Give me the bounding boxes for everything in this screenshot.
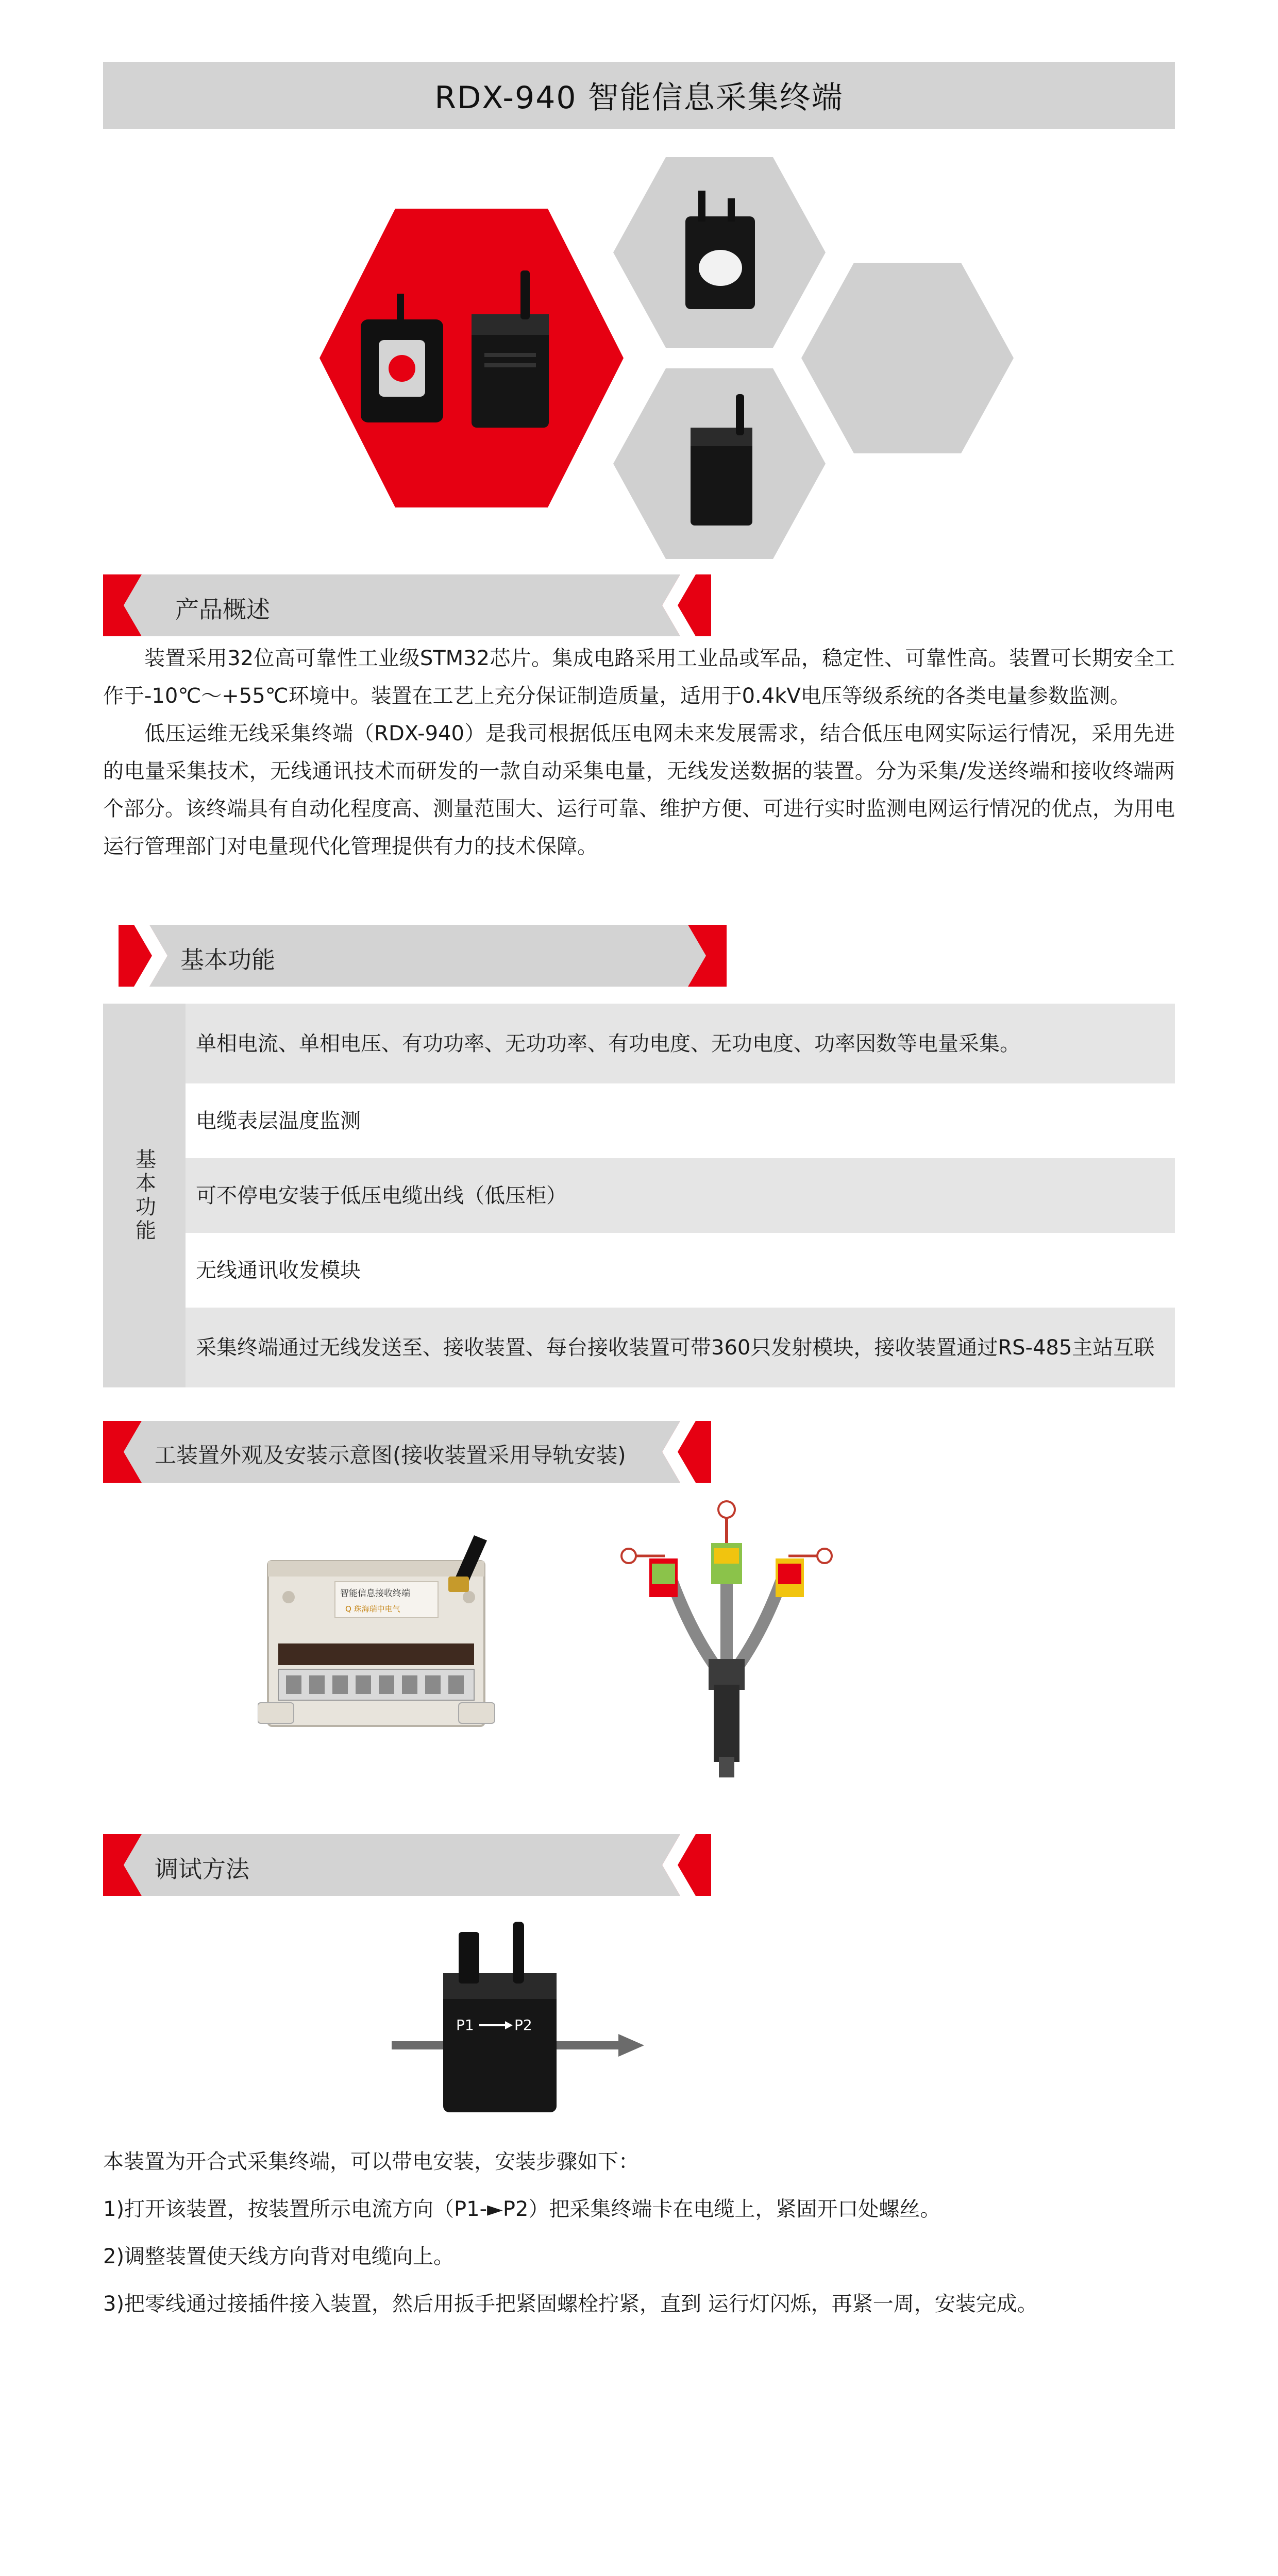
hero-product-hexagons	[320, 149, 1031, 567]
current-direction-arrow-icon	[618, 2034, 644, 2057]
overview-heading: 产品概述	[175, 596, 270, 623]
terminal-block-top	[278, 1643, 474, 1665]
install-step: 1)打开该装置，按装置所示电流方向（P1-►P2）把采集终端卡在电缆上，紧固开口处螺丝。	[103, 2197, 941, 2221]
sensor-red-icon	[649, 1558, 678, 1597]
functions-heading: 基本功能	[180, 946, 275, 974]
section-heading-debug	[103, 1834, 711, 1896]
function-row	[186, 1158, 1175, 1233]
overview-text	[103, 640, 1175, 866]
sensor-yellow-icon	[776, 1558, 804, 1597]
function-row	[186, 1308, 1175, 1387]
function-row-text: 电缆表层温度监测	[196, 1109, 361, 1133]
cable-installation-figure	[608, 1494, 845, 1783]
debug-device-figure	[381, 1917, 649, 2123]
overview-paragraph-1: 装置采用32位高可靠性工业级STM32芯片。集成电路采用工业品或军品，稳定性、可靠性高。装置可长期安全工作于-10℃～+55℃环境中。装置在工艺上充分保证制造质量，适用于0.4kV电压等级系统的各类电量参数监测。	[103, 647, 1175, 708]
functions-side-label: 基本功能	[132, 1148, 156, 1243]
function-row-text: 单相电流、单相电压、有功功率、无功功率、有功电度、无功电度、功率因数等电量采集。	[196, 1031, 1020, 1056]
hero-gray-hexagon-right	[801, 263, 1014, 453]
functions-side-label-cell	[103, 1004, 186, 1387]
debug-heading: 调试方法	[155, 1855, 249, 1883]
function-row	[186, 1004, 1175, 1083]
terminal-block-bottom	[278, 1669, 474, 1700]
page-title: RDX-940 智能信息采集终端	[434, 80, 844, 116]
section-heading-overview	[103, 574, 711, 636]
sensor-green-icon	[711, 1543, 742, 1584]
section-heading-functions	[119, 925, 727, 987]
install-step: 2)调整装置使天线方向背对电缆向上。	[103, 2245, 455, 2268]
function-row-text: 采集终端通过无线发送至、接收装置、每台接收装置可带360只发射模块，接收装置通过RS-485主站互联	[196, 1335, 1155, 1360]
p2-label: P2	[514, 2016, 532, 2033]
install-heading: 工装置外观及安装示意图(接收装置采用导轨安装)	[155, 1443, 626, 1468]
install-step: 3)把零线通过接插件接入装置，然后用扳手把紧固螺栓拧紧，直到 运行灯闪烁，再紧一周，安装完成。	[103, 2292, 1038, 2316]
function-row-text: 无线通讯收发模块	[196, 1258, 361, 1282]
overview-paragraph-2: 低压运维无线采集终端（RDX-940）是我司根据低压电网未来发展需求，结合低压电网实际运行情况，采用先进的电量采集技术，无线通讯技术而研发的一款自动采集电量，无线发送数据的装置。分为采集/发送终端和接收终端两个部分。该终端具有自动化程度高、测量范围大、运行可靠、维护方便、可进行实时监测电网运行情况的优点，为用电运行管理部门对电量现代化管理提供有力的技术保障。	[103, 722, 1175, 858]
install-intro: 本装置为开合式采集终端，可以带电安装，安装步骤如下：	[103, 2150, 639, 2174]
function-row	[186, 1083, 1175, 1158]
function-row	[186, 1233, 1175, 1308]
p1-label: P1	[456, 2016, 474, 2033]
receiver-device-figure	[258, 1525, 546, 1752]
page-title-bar	[103, 62, 1175, 129]
receiver-label: 智能信息接收终端	[340, 1588, 410, 1599]
receiver-brand: Q 珠海瑞中电气	[345, 1604, 400, 1614]
install-steps	[103, 2138, 1175, 2328]
functions-table	[103, 1004, 1175, 1387]
function-row-text: 可不停电安装于低压电缆出线（低压柜）	[196, 1183, 567, 1208]
section-heading-install	[103, 1421, 711, 1483]
